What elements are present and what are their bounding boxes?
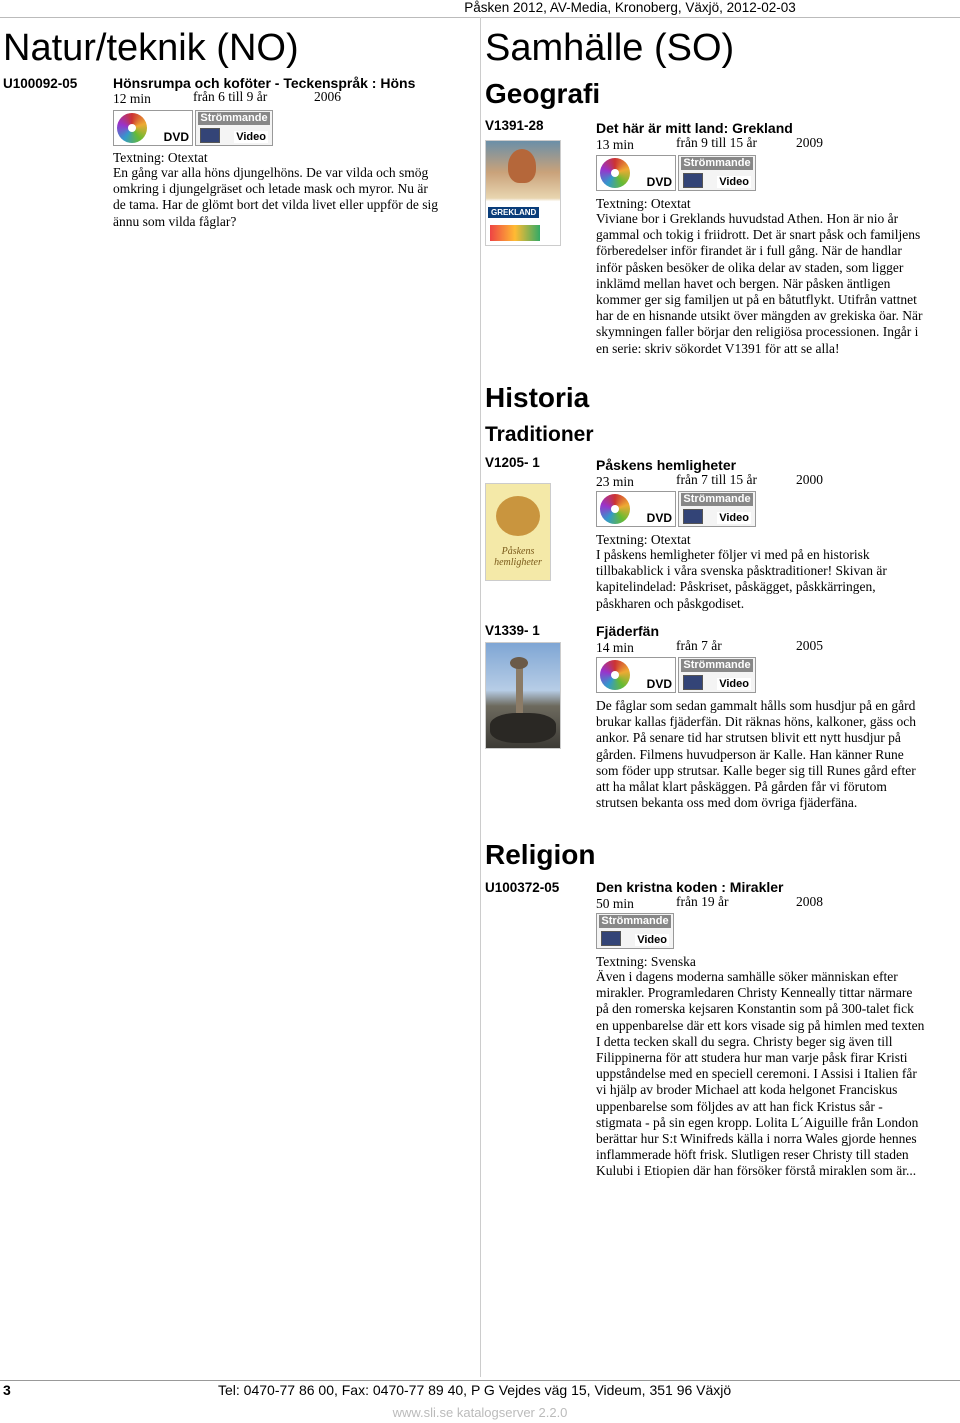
- entry-description: I påskens hemligheter följer vi med på en historisk tillbakablick i våra svenska påsktraditioner! Skivan är kapitelindelad: Påskriset, påskägget, påskkärringen, påskharen och påskgodiset.: [596, 547, 887, 611]
- entry-code: U100372-05: [485, 880, 560, 895]
- cover-image[interactable]: [485, 642, 561, 749]
- streaming-video-icon: Strömmande Video: [678, 491, 756, 527]
- entry-year: 2006: [314, 89, 341, 104]
- entry-age: från 6 till 9 år: [193, 89, 268, 104]
- entry-subtitles: Textning: Otextat: [596, 196, 691, 211]
- entry-code: V1391-28: [485, 118, 544, 133]
- entry-description: De fåglar som sedan gammalt hålls som husdjur på en gård brukar kallas fjäderfän. Dit räknas höns, kalkoner, gäss och ankor. På senare tid har strutsen blivit ett nytt husdjur på gården. Filmens huvudperson är Kalle. Han känner Rune som föder upp strutsar. Kalle beger sig till Runes gård efter att ha målat klart påskäggen. På gården får vi förutom strutsen bekanta oss med dom övriga fjäderfäna.: [596, 698, 916, 811]
- entry-title[interactable]: Hönsrumpa och koföter - Teckenspråk : Höns: [113, 75, 416, 91]
- entry-code: V1205- 1: [485, 455, 540, 470]
- footer-contact: Tel: 0470-77 86 00, Fax: 0470-77 89 40, P G Vejdes väg 15, Videum, 351 96 Växjö: [218, 1382, 732, 1398]
- format-badges: [596, 913, 674, 949]
- entry-description: Viviane bor i Greklands huvudstad Athen. Hon är nio år gammal och tokig i friidrott. Det är snart påsk och familjens förberedelser inför firandet är i full gång. När de handlar inför påsken besöker de olika delar av staden, som ligger inklämd mellan havet och bergen. När påsken äntligen kommer ger sig familjen ut på en båtutflykt. Utifrån vattnet har de en hisnande utsikt över mängden av grekiska öar. När skymningen faller börjar den religiösa processionen. Ingår i en serie: skriv sökordet V1391 för att se alla!: [596, 211, 923, 356]
- entry-duration: 14 min: [596, 640, 634, 655]
- streaming-video-icon: Strömmande Video: [195, 110, 273, 146]
- dvd-icon: DVD: [596, 657, 676, 693]
- entry-title[interactable]: Det här är mitt land: Grekland: [596, 120, 793, 136]
- page-number: 3: [3, 1382, 11, 1398]
- entry-year: 2009: [796, 135, 823, 150]
- column-divider: [480, 17, 481, 1377]
- entry-age: från 7 år: [676, 638, 722, 653]
- entry-duration: 13 min: [596, 137, 634, 152]
- format-badges: [596, 491, 756, 527]
- section-heading-no: Natur/teknik (NO): [3, 27, 299, 69]
- entry-code: V1339- 1: [485, 623, 540, 638]
- cover-image[interactable]: Påskens hemligheter: [485, 483, 551, 581]
- subsection-heading-traditioner: Traditioner: [485, 423, 594, 446]
- entry-year: 2008: [796, 894, 823, 909]
- footer-divider: [0, 1380, 960, 1381]
- entry-age: från 9 till 15 år: [676, 135, 757, 150]
- subsection-heading-religion: Religion: [485, 839, 596, 870]
- entry-duration: 50 min: [596, 896, 634, 911]
- subsection-heading-historia: Historia: [485, 382, 590, 413]
- format-badges: [113, 110, 273, 146]
- entry-title[interactable]: Påskens hemligheter: [596, 457, 737, 473]
- dvd-icon: DVD: [113, 110, 193, 146]
- subsection-heading-geografi: Geografi: [485, 78, 601, 109]
- footer-server: www.sli.se katalogserver 2.2.0: [392, 1405, 568, 1420]
- entry-year: 2000: [796, 472, 823, 487]
- entry-age: från 7 till 15 år: [676, 472, 757, 487]
- entry-title[interactable]: Den kristna koden : Mirakler: [596, 879, 784, 895]
- entry-subtitles: Textning: Svenska: [596, 954, 696, 969]
- entry-age: från 19 år: [676, 894, 729, 909]
- entry-subtitles: Textning: Otextat: [596, 532, 691, 547]
- section-heading-so: Samhälle (SO): [485, 27, 735, 69]
- streaming-video-icon: Strömmande Video: [678, 155, 756, 191]
- format-badges: [596, 657, 756, 693]
- entry-year: 2005: [796, 638, 823, 653]
- format-badges: [596, 155, 756, 191]
- entry-title[interactable]: Fjäderfän: [596, 623, 660, 639]
- dvd-icon: DVD: [596, 155, 676, 191]
- entry-duration: 12 min: [113, 91, 151, 106]
- entry-description: En gång var alla höns djungelhöns. De var vilda och smög omkring i djungelgräset och letade mask och myror. Nu är de tama. Har de glömt bort det vilda livet eller uppför de sig ännu som vilda fåglar?: [113, 165, 439, 229]
- page-header: Påsken 2012, AV-Media, Kronoberg, Växjö, 2012-02-03: [464, 0, 796, 15]
- entry-code: U100092-05: [3, 76, 78, 91]
- streaming-video-icon: Strömmande Video: [596, 913, 674, 949]
- entry-description: Även i dagens moderna samhälle söker människan efter mirakler. Programledaren Christy Kenneally tittar närmare på den romerska kejsaren Konstantin som på 300-talet fick en uppenbarelse där ett kors visade sig på himlen med texten I detta tecken skall du segra. Christy beger sig även till Filippinerna för att studera hur man varje påsk firar Kristi uppståndelse med en speciell ceremoni. I Assisi i Italien får vi hjälp av broder Michael att koda helgonet Franciskus uppenbarelse som följdes av att han fick Kristus sår - stigmata - på sin egen kropp. Lolita L´Aiguille från London berättar hur S:t Winifreds källa i norra Wales gjorde hennes inflammerade höft frisk. Slutligen reser Christy till staden Kulubi i Etiopien där han försöker förstå miraklen som är...: [596, 969, 925, 1179]
- entry-duration: 23 min: [596, 474, 634, 489]
- streaming-video-icon: Strömmande Video: [678, 657, 756, 693]
- dvd-icon: DVD: [596, 491, 676, 527]
- cover-image[interactable]: GREKLAND: [485, 140, 561, 246]
